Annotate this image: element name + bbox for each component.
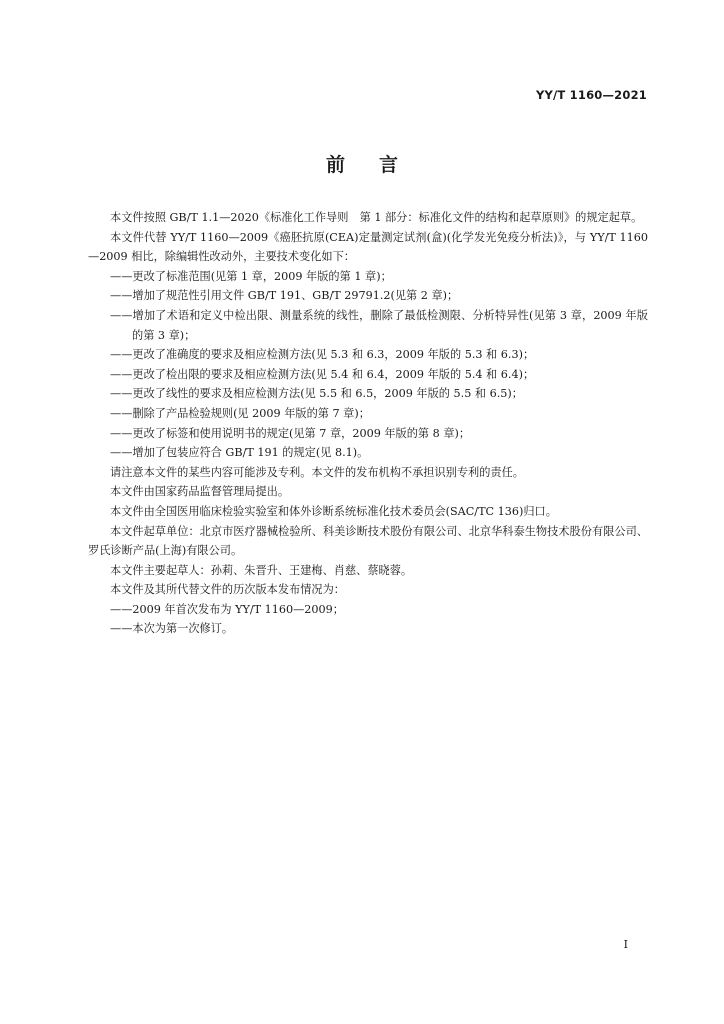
change-item-terms: ——增加了术语和定义中检出限、测量系统的线性，删除了最低检测限、分析特异性(见第 3 章，2009 年版的第 3 章)； (110, 308, 648, 342)
change-item-linearity: ——更改了线性的要求及相应检测方法(见 5.5 和 6.5，2009 年版的 5.5 和 6.5)； (110, 387, 523, 401)
paragraph-drafting-rules: 本文件按照 GB/T 1.1—2020《标准化工作导则 第 1 部分：标准化文件的结构和起草原则》的规定起草。 (110, 211, 643, 224)
paragraph-drafters: 本文件主要起草人：孙莉、朱晋升、王建梅、肖慈、蔡晓蓉。 (110, 563, 413, 577)
page-number: I (623, 938, 628, 951)
paragraph-patent-notice: 请注意本文件的某些内容可能涉及专利。本文件的发布机构不承担识别专利的责任。 (110, 465, 524, 479)
change-item-detection-limit: ——更改了检出限的要求及相应检测方法(见 5.4 和 6.4，2009 年版的 5.4 和 6.4)； (110, 367, 535, 381)
history-item-first-release: ——2009 年首次发布为 YY/T 1160—2009； (110, 602, 344, 616)
foreword-body (88, 208, 648, 639)
page-title: 前言 (325, 154, 432, 176)
paragraph-committee: 本文件由全国医用临床检验实验室和体外诊断系统标准化技术委员会(SAC/TC 136)归口。 (110, 504, 557, 518)
change-item-labeling: ——更改了标签和使用说明书的规定(见第 7 章，2009 年版的第 8 章)； (110, 426, 471, 440)
paragraph-history: 本文件及其所代替文件的历次版本发布情况为： (110, 583, 345, 597)
change-item-scope: ——更改了标准范围(见第 1 章，2009 年版的第 1 章)； (110, 269, 392, 283)
change-item-accuracy: ——更改了准确度的要求及相应检测方法(见 5.3 和 6.3，2009 年版的 5.3 和 6.3)； (110, 348, 535, 362)
paragraph-replacement: 本文件代替 YY/T 1160—2009《癌胚抗原(CEA)定量测定试剂(盒)(化学发光免疫分析法)》，与 YY/T 1160—2009 相比，除编辑性改动外，主要技术变化如下： (88, 230, 648, 264)
change-item-inspection-rules: ——删除了产品检验规则(见 2009 年版的第 7 章)； (110, 406, 370, 420)
change-item-packaging: ——增加了包装应符合 GB/T 191 的规定(见 8.1)。 (110, 446, 369, 460)
change-item-references: ——增加了规范性引用文件 GB/T 191、GB/T 29791.2(见第 2 章)； (110, 289, 459, 303)
standard-number: YY/T 1160—2021 (535, 88, 647, 102)
paragraph-proposer: 本文件由国家药品监督管理局提出。 (110, 485, 290, 499)
paragraph-drafting-units: 本文件起草单位：北京市医疗器械检验所、科美诊断技术股份有限公司、北京华科泰生物技术股份有限公司、罗氏诊断产品(上海)有限公司。 (88, 524, 648, 558)
history-item-revision: ——本次为第一次修订。 (110, 622, 234, 636)
